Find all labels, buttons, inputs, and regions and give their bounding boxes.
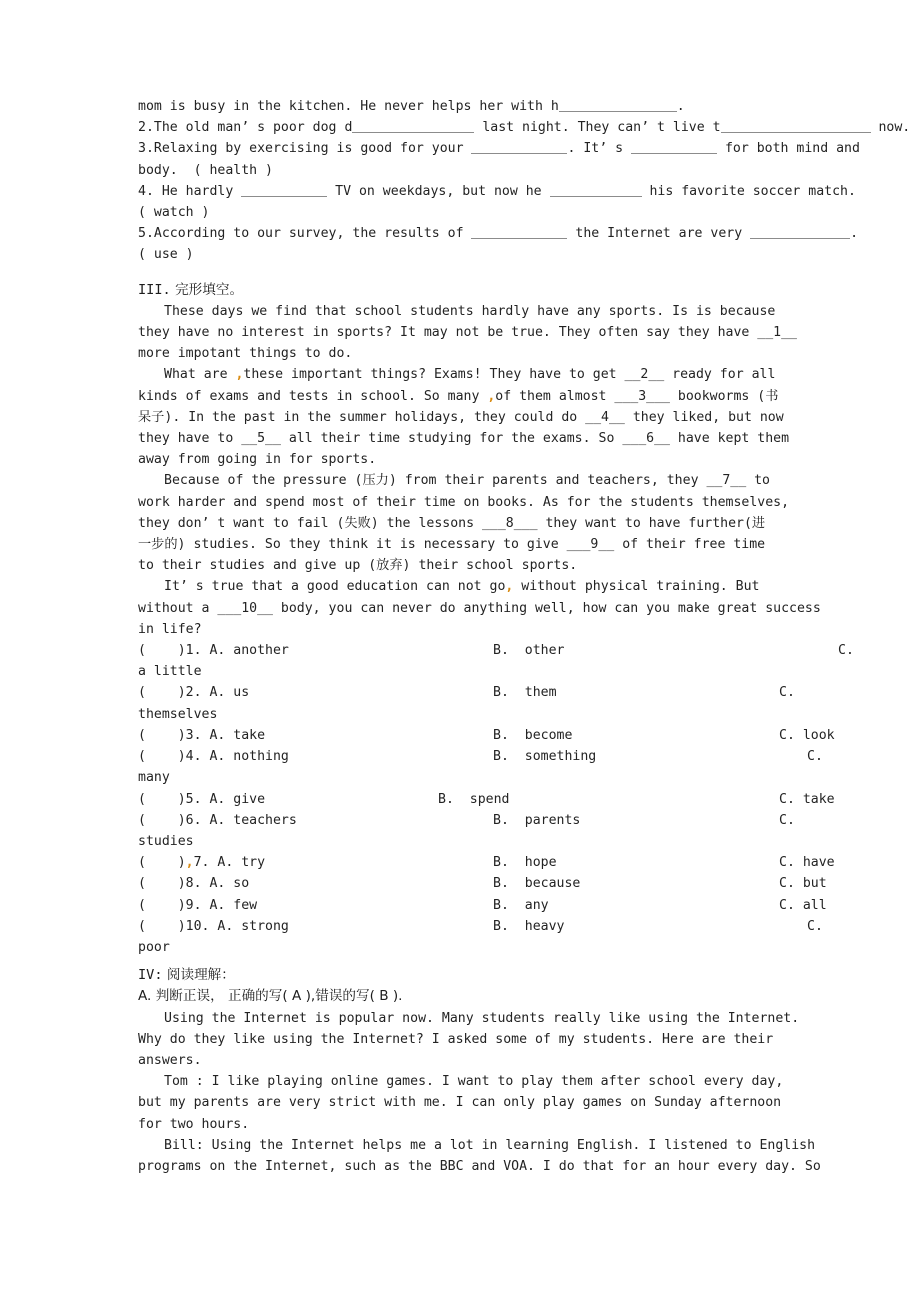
text: ready for all: [664, 367, 776, 383]
choice-option-c-wrap: studies: [138, 833, 194, 849]
choice-option-b[interactable]: B. them: [493, 685, 557, 701]
item2-seg3: now.: [870, 120, 911, 136]
choice-option-a[interactable]: [138, 852, 265, 873]
reading-bill-line2: programs on the Internet, such as the BBC and VOA. I do that for an hour every day. So: [138, 1158, 821, 1174]
text: It’ s true that a good education can not go: [164, 579, 506, 595]
cloze-p3-line4: [138, 534, 790, 555]
section-3-heading: [138, 280, 790, 301]
cloze-p2-line3: [138, 407, 790, 428]
fill-blank-item2-line: [138, 117, 911, 138]
choice-option-b[interactable]: B. hope: [493, 855, 557, 871]
reading-intro-line3: answers.: [138, 1052, 202, 1068]
item3-seg3: for both mind and: [717, 141, 860, 157]
choice-option-a[interactable]: ( )4. A. nothing: [138, 749, 289, 765]
choice-option-a[interactable]: ( )10. A. strong: [138, 918, 289, 934]
choice-option-b[interactable]: B. any: [493, 897, 549, 913]
choice-option-c-wrap: many: [138, 770, 170, 786]
cloze-p4-line1: [138, 576, 790, 597]
section-4-heading: [138, 965, 790, 986]
cloze-p1-line3: more impotant things to do.: [138, 346, 353, 362]
fill-in-blanks-section: [138, 96, 911, 266]
choice-option-c[interactable]: C.: [807, 918, 823, 934]
cloze-blank-3[interactable]: ___3___: [614, 388, 670, 404]
item4-seg2: TV on weekdays, but now he: [327, 183, 550, 199]
text: they have no interest in sports? It may not be true. They often say they have: [138, 325, 758, 341]
choice-option-a[interactable]: ( )5. A. give: [138, 791, 266, 807]
cloze-p4-line2: [138, 598, 821, 619]
text: these important things? Exams! They have to get: [243, 367, 625, 383]
choice-row: [138, 810, 795, 831]
choice-option-c[interactable]: C.: [779, 812, 795, 828]
choice-row: [138, 725, 835, 746]
item4-seg3: his favorite soccer match.: [641, 183, 856, 199]
choice-option-c[interactable]: C. all: [779, 897, 827, 913]
item1-text: mom is busy in the kitchen. He never helps her with h: [138, 99, 559, 114]
spellcheck-mark-icon: ,: [185, 855, 194, 871]
cloze-p1-line2: [138, 322, 797, 343]
choice-option-b[interactable]: B. because: [493, 876, 581, 892]
spacer: [138, 266, 790, 280]
section-3-cloze: [138, 280, 854, 959]
choice-row: [138, 746, 823, 767]
text: kinds of exams and tests in school. So many: [138, 388, 488, 404]
reading-intro-line2: Why do they like using the Internet? I asked some of my students. Here are their: [138, 1031, 774, 1047]
choice-option-c[interactable]: C. look: [779, 727, 835, 743]
choice-option-c[interactable]: C.: [838, 643, 854, 659]
reading-bill-line1: [138, 1135, 816, 1156]
spellcheck-mark-icon: ,: [235, 367, 244, 383]
cloze-blank-8[interactable]: ___8___: [481, 515, 538, 531]
text: Because of the pressure (压力) from their parents and teachers, they: [164, 473, 707, 489]
choice-row: [138, 640, 854, 661]
item3-number: 3.: [138, 141, 154, 157]
cloze-blank-4[interactable]: __4__: [585, 409, 625, 425]
choice-option-a[interactable]: ( )9. A. few: [138, 897, 258, 913]
cloze-blank-9[interactable]: ___9__: [566, 537, 615, 553]
choice-option-c[interactable]: C.: [807, 749, 823, 765]
cloze-p2-line1: [138, 364, 790, 385]
reading-tom-line2: but my parents are very strict with me. I can only play games on Sunday afternoon: [138, 1095, 782, 1111]
spellcheck-mark-icon: are very: [678, 226, 751, 242]
section-3-numeral: III.: [138, 281, 171, 298]
choice-option-c-wrap: themselves: [138, 706, 218, 722]
text: What are: [164, 367, 236, 383]
text: without physical training. But: [513, 579, 760, 595]
reading-intro-line1: [138, 1008, 800, 1029]
answer-blank[interactable]: [721, 119, 871, 133]
item3-seg1: Relaxing by exercising is good for your: [153, 141, 472, 157]
cloze-p2-line4: [138, 428, 790, 449]
text: they want to have further(进: [537, 515, 766, 531]
cloze-blank-1[interactable]: __1__: [757, 325, 797, 341]
text: all their time studying for the exams. So: [280, 431, 623, 447]
section-4-numeral: IV:: [138, 967, 163, 984]
cloze-p4-line3: in life?: [138, 621, 202, 637]
spacer: [138, 958, 790, 965]
answer-blank[interactable]: [750, 225, 850, 239]
choice-option-a[interactable]: ( )3. A. take: [138, 727, 266, 743]
fill-blank-item1-line: [138, 96, 790, 117]
cloze-p3-line3: [138, 513, 790, 534]
item5-line2: ( use ): [138, 247, 194, 263]
choice-option-c[interactable]: C. have: [779, 855, 835, 871]
choice-option-a[interactable]: ( )8. A. so: [138, 876, 250, 892]
fill-blank-item5-line: [138, 223, 859, 244]
text: A. 判断正误， 正确的写( A ),错误的写( B ).: [138, 988, 403, 1005]
choice-row: [138, 873, 827, 894]
cloze-p1-line1: [138, 301, 790, 322]
item4-seg1: He hardly: [153, 183, 242, 199]
text: 一步的) studies. So they think it is necessary to give: [138, 537, 567, 553]
cloze-p2-line2: [138, 386, 790, 407]
cloze-blank-10[interactable]: ___10__: [217, 600, 273, 616]
cloze-blank-6[interactable]: ___6__: [622, 431, 670, 447]
choice-row: [138, 789, 835, 810]
cloze-p3-line5: to their studies and give up (放弃) their school sports.: [138, 558, 578, 574]
choice-option-b[interactable]: B. other: [493, 643, 565, 659]
answer-blank[interactable]: [631, 140, 717, 154]
reading-tom-line3: for two hours.: [138, 1116, 250, 1132]
cloze-choice-list: [138, 640, 854, 958]
item2-number: 2.: [138, 120, 154, 136]
item5-seg1: According to our survey, the results of: [153, 226, 472, 242]
cloze-p3-line2: work harder and spend most of their time on books. As for the students themselves,: [138, 494, 790, 510]
choice-option-b[interactable]: B. something: [493, 749, 597, 765]
answer-blank[interactable]: [352, 119, 474, 133]
choice-option-c[interactable]: C. take: [779, 791, 835, 807]
text: of them almost: [495, 388, 615, 404]
spellcheck-mark-icon: ,: [487, 388, 496, 404]
answer-blank[interactable]: [471, 140, 567, 154]
answer-blank[interactable]: [550, 183, 642, 197]
answer-blank[interactable]: [241, 183, 327, 197]
choice-option-c[interactable]: C. but: [779, 876, 827, 892]
text: Using the Internet is popular now. Many students really like using the Internet.: [164, 1010, 800, 1026]
spellcheck-mark-icon: ,: [505, 579, 514, 595]
fill-blank-item3-line: [138, 138, 860, 159]
text: they don’ t want to fail (失败) the lessons: [138, 515, 482, 531]
item5-seg3: .: [850, 226, 859, 242]
item3-line2: body. ( health ): [138, 162, 273, 178]
text: they have to: [138, 431, 242, 447]
text: These days we find that school students hardly have any sports. Is is because: [164, 303, 776, 319]
choice-label: 7. A. try: [193, 855, 266, 871]
item5-number: 5.: [138, 226, 154, 242]
item5-seg2: the Internet: [567, 226, 679, 242]
choice-option-c-wrap: poor: [138, 939, 170, 955]
choice-prefix: ( ): [138, 855, 186, 871]
fill-blank-item4-line: [138, 181, 856, 202]
choice-row: [138, 682, 795, 703]
text: have kept them: [669, 431, 790, 447]
item2-seg2: last night. They can’ t live t: [474, 120, 721, 136]
section-4-reading: [138, 965, 821, 1177]
item2-seg1: The old man’ s poor dog d: [153, 120, 353, 136]
cloze-p2-line5: away from going in for sports.: [138, 452, 377, 468]
choice-row: [138, 916, 823, 937]
reading-tom-line1: [138, 1071, 790, 1092]
text: body, you can never do anything well, how can you make great success: [272, 600, 821, 616]
cloze-blank-2[interactable]: __2__: [624, 367, 665, 383]
choice-option-b[interactable]: B. become: [493, 727, 573, 743]
text: without a: [138, 600, 218, 616]
choice-option-a[interactable]: ( )2. A. us: [138, 685, 250, 701]
choice-option-b[interactable]: B. spend: [438, 791, 510, 807]
text: Bill: Using the Internet helps me a lot in learning English. I listened to English: [164, 1137, 816, 1153]
choice-row: [138, 852, 835, 873]
text: to: [746, 473, 770, 489]
choice-option-b[interactable]: B. heavy: [493, 918, 565, 934]
section-3-title: 完形填空。: [175, 281, 244, 298]
text: Tom : I like playing online games. I want to play them after school every day,: [164, 1074, 784, 1090]
cloze-blank-5[interactable]: __5__: [241, 431, 281, 447]
section-4-sub-a: [138, 986, 790, 1007]
choice-row: [138, 895, 827, 916]
cloze-p3-line1: [138, 470, 790, 491]
choice-option-a[interactable]: ( )6. A. teachers: [138, 812, 297, 828]
section-4-title: 阅读理解：: [166, 967, 235, 984]
item1-end: .: [676, 99, 685, 114]
text: 呆子). In the past in the summer holidays, they could do: [138, 409, 586, 425]
item4-number: 4.: [138, 183, 154, 199]
item4-line2: ( watch ): [138, 205, 210, 221]
item3-seg2: . It’ s: [567, 141, 632, 157]
text: of their free time: [614, 537, 766, 553]
text: bookworms (书: [669, 388, 779, 404]
choice-option-c-wrap: a little: [138, 664, 202, 680]
choice-option-c[interactable]: C.: [779, 685, 795, 701]
choice-option-a[interactable]: ( )1. A. another: [138, 643, 289, 659]
cloze-blank-7[interactable]: __7__: [706, 473, 747, 489]
answer-blank[interactable]: [471, 225, 567, 239]
choice-option-b[interactable]: B. parents: [493, 812, 581, 828]
text: they liked, but now: [624, 409, 784, 425]
answer-blank[interactable]: [559, 98, 677, 112]
